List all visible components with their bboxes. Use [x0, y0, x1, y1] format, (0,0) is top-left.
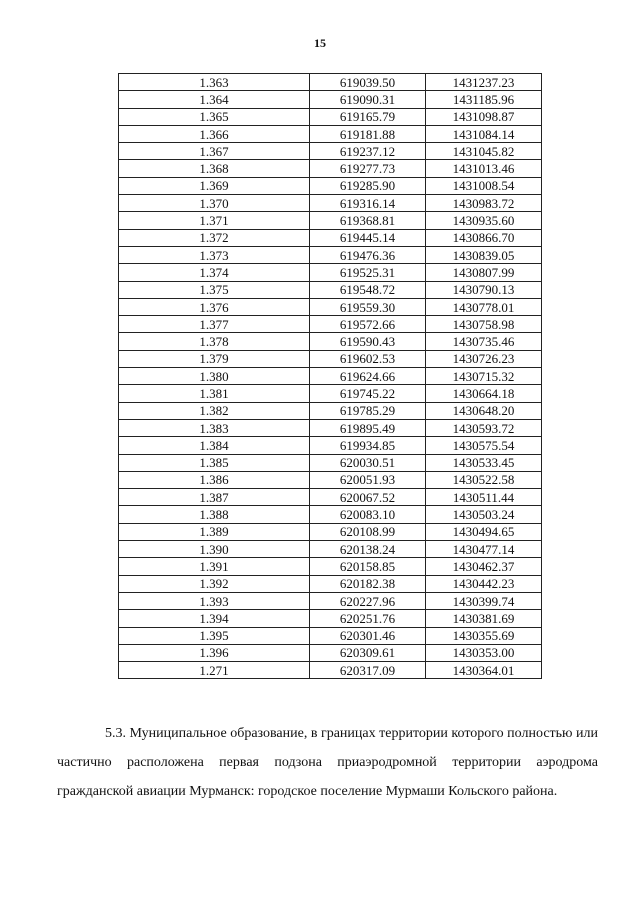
point-number-cell: 1.368: [119, 160, 310, 177]
y-coordinate-cell: 1431185.96: [426, 91, 542, 108]
x-coordinate-cell: 619039.50: [310, 74, 426, 91]
y-coordinate-cell: 1430381.69: [426, 610, 542, 627]
point-number-cell: 1.371: [119, 212, 310, 229]
table-row: [119, 523, 542, 540]
table-row: [119, 402, 542, 419]
point-number-cell: 1.391: [119, 558, 310, 575]
page-number: 15: [314, 36, 326, 50]
y-coordinate-cell: 1430462.37: [426, 558, 542, 575]
x-coordinate-cell: 619368.81: [310, 212, 426, 229]
x-coordinate-cell: 619445.14: [310, 229, 426, 246]
table-row: [119, 627, 542, 644]
y-coordinate-cell: 1430726.23: [426, 350, 542, 367]
table-row: [119, 350, 542, 367]
y-coordinate-cell: 1430790.13: [426, 281, 542, 298]
coordinates-table-body: [119, 74, 542, 679]
x-coordinate-cell: 619181.88: [310, 125, 426, 142]
coordinates-table: [118, 73, 542, 679]
x-coordinate-cell: 620301.46: [310, 627, 426, 644]
point-number-cell: 1.384: [119, 437, 310, 454]
point-number-cell: 1.363: [119, 74, 310, 91]
table-row: [119, 195, 542, 212]
point-number-cell: 1.376: [119, 298, 310, 315]
point-number-cell: 1.382: [119, 402, 310, 419]
table-row: [119, 437, 542, 454]
y-coordinate-cell: 1430442.23: [426, 575, 542, 592]
point-number-cell: 1.389: [119, 523, 310, 540]
y-coordinate-cell: 1430533.45: [426, 454, 542, 471]
x-coordinate-cell: 620309.61: [310, 644, 426, 661]
y-coordinate-cell: 1430503.24: [426, 506, 542, 523]
table-row: [119, 91, 542, 108]
table-row: [119, 108, 542, 125]
y-coordinate-cell: 1430839.05: [426, 246, 542, 263]
x-coordinate-cell: 619277.73: [310, 160, 426, 177]
table-row: [119, 419, 542, 436]
table-row: [119, 281, 542, 298]
table-row: [119, 333, 542, 350]
y-coordinate-cell: 1430664.18: [426, 385, 542, 402]
y-coordinate-cell: 1430355.69: [426, 627, 542, 644]
y-coordinate-cell: 1430477.14: [426, 541, 542, 558]
y-coordinate-cell: 1430522.58: [426, 471, 542, 488]
point-number-cell: 1.271: [119, 662, 310, 679]
point-number-cell: 1.373: [119, 246, 310, 263]
y-coordinate-cell: 1430758.98: [426, 316, 542, 333]
x-coordinate-cell: 620067.52: [310, 489, 426, 506]
y-coordinate-cell: 1430983.72: [426, 195, 542, 212]
table-row: [119, 177, 542, 194]
table-row: [119, 489, 542, 506]
x-coordinate-cell: 620251.76: [310, 610, 426, 627]
y-coordinate-cell: 1431013.46: [426, 160, 542, 177]
table-row: [119, 558, 542, 575]
x-coordinate-cell: 620182.38: [310, 575, 426, 592]
x-coordinate-cell: 620317.09: [310, 662, 426, 679]
x-coordinate-cell: 619745.22: [310, 385, 426, 402]
table-row: [119, 592, 542, 609]
y-coordinate-cell: 1430399.74: [426, 592, 542, 609]
y-coordinate-cell: 1430511.44: [426, 489, 542, 506]
y-coordinate-cell: 1431008.54: [426, 177, 542, 194]
point-number-cell: 1.386: [119, 471, 310, 488]
x-coordinate-cell: 620083.10: [310, 506, 426, 523]
x-coordinate-cell: 619559.30: [310, 298, 426, 315]
table-row: [119, 316, 542, 333]
x-coordinate-cell: 619525.31: [310, 264, 426, 281]
x-coordinate-cell: 619602.53: [310, 350, 426, 367]
table-row: [119, 506, 542, 523]
point-number-cell: 1.393: [119, 592, 310, 609]
point-number-cell: 1.374: [119, 264, 310, 281]
x-coordinate-cell: 619624.66: [310, 368, 426, 385]
table-row: [119, 125, 542, 142]
x-coordinate-cell: 619090.31: [310, 91, 426, 108]
point-number-cell: 1.369: [119, 177, 310, 194]
point-number-cell: 1.385: [119, 454, 310, 471]
y-coordinate-cell: 1430364.01: [426, 662, 542, 679]
point-number-cell: 1.387: [119, 489, 310, 506]
y-coordinate-cell: 1431084.14: [426, 125, 542, 142]
table-row: [119, 143, 542, 160]
x-coordinate-cell: 619165.79: [310, 108, 426, 125]
point-number-cell: 1.392: [119, 575, 310, 592]
x-coordinate-cell: 620138.24: [310, 541, 426, 558]
point-number-cell: 1.383: [119, 419, 310, 436]
table-row: [119, 264, 542, 281]
y-coordinate-cell: 1431045.82: [426, 143, 542, 160]
table-row: [119, 541, 542, 558]
point-number-cell: 1.390: [119, 541, 310, 558]
x-coordinate-cell: 620227.96: [310, 592, 426, 609]
table-row: [119, 368, 542, 385]
point-number-cell: 1.395: [119, 627, 310, 644]
table-row: [119, 575, 542, 592]
point-number-cell: 1.365: [119, 108, 310, 125]
x-coordinate-cell: 620158.85: [310, 558, 426, 575]
y-coordinate-cell: 1431237.23: [426, 74, 542, 91]
table-row: [119, 644, 542, 661]
x-coordinate-cell: 620108.99: [310, 523, 426, 540]
y-coordinate-cell: 1430648.20: [426, 402, 542, 419]
y-coordinate-cell: 1430494.65: [426, 523, 542, 540]
x-coordinate-cell: 620030.51: [310, 454, 426, 471]
x-coordinate-cell: 619785.29: [310, 402, 426, 419]
point-number-cell: 1.388: [119, 506, 310, 523]
x-coordinate-cell: 619590.43: [310, 333, 426, 350]
point-number-cell: 1.380: [119, 368, 310, 385]
y-coordinate-cell: 1430575.54: [426, 437, 542, 454]
table-row: [119, 298, 542, 315]
table-row: [119, 74, 542, 91]
x-coordinate-cell: 619934.85: [310, 437, 426, 454]
point-number-cell: 1.378: [119, 333, 310, 350]
point-number-cell: 1.381: [119, 385, 310, 402]
point-number-cell: 1.377: [119, 316, 310, 333]
table-row: [119, 471, 542, 488]
x-coordinate-cell: 619548.72: [310, 281, 426, 298]
table-row: [119, 454, 542, 471]
point-number-cell: 1.364: [119, 91, 310, 108]
table-row: [119, 212, 542, 229]
x-coordinate-cell: 619316.14: [310, 195, 426, 212]
point-number-cell: 1.370: [119, 195, 310, 212]
table-row: [119, 610, 542, 627]
x-coordinate-cell: 619895.49: [310, 419, 426, 436]
y-coordinate-cell: 1430353.00: [426, 644, 542, 661]
point-number-cell: 1.379: [119, 350, 310, 367]
x-coordinate-cell: 619572.66: [310, 316, 426, 333]
table-row: [119, 246, 542, 263]
municipality-paragraph: 5.3. Муниципальное образование, в границах территории которого полностью или частично расположена первая подзона приаэродромной территории аэродрома гражданской авиации Мурманск: городское поселение Мурмаши Кольского района.: [57, 726, 598, 799]
point-number-cell: 1.367: [119, 143, 310, 160]
y-coordinate-cell: 1431098.87: [426, 108, 542, 125]
table-row: [119, 662, 542, 679]
table-row: [119, 229, 542, 246]
y-coordinate-cell: 1430735.46: [426, 333, 542, 350]
table-row: [119, 160, 542, 177]
point-number-cell: 1.366: [119, 125, 310, 142]
x-coordinate-cell: 619285.90: [310, 177, 426, 194]
y-coordinate-cell: 1430935.60: [426, 212, 542, 229]
y-coordinate-cell: 1430778.01: [426, 298, 542, 315]
point-number-cell: 1.372: [119, 229, 310, 246]
x-coordinate-cell: 619237.12: [310, 143, 426, 160]
y-coordinate-cell: 1430866.70: [426, 229, 542, 246]
x-coordinate-cell: 620051.93: [310, 471, 426, 488]
y-coordinate-cell: 1430593.72: [426, 419, 542, 436]
x-coordinate-cell: 619476.36: [310, 246, 426, 263]
y-coordinate-cell: 1430715.32: [426, 368, 542, 385]
point-number-cell: 1.396: [119, 644, 310, 661]
table-row: [119, 385, 542, 402]
y-coordinate-cell: 1430807.99: [426, 264, 542, 281]
point-number-cell: 1.375: [119, 281, 310, 298]
point-number-cell: 1.394: [119, 610, 310, 627]
